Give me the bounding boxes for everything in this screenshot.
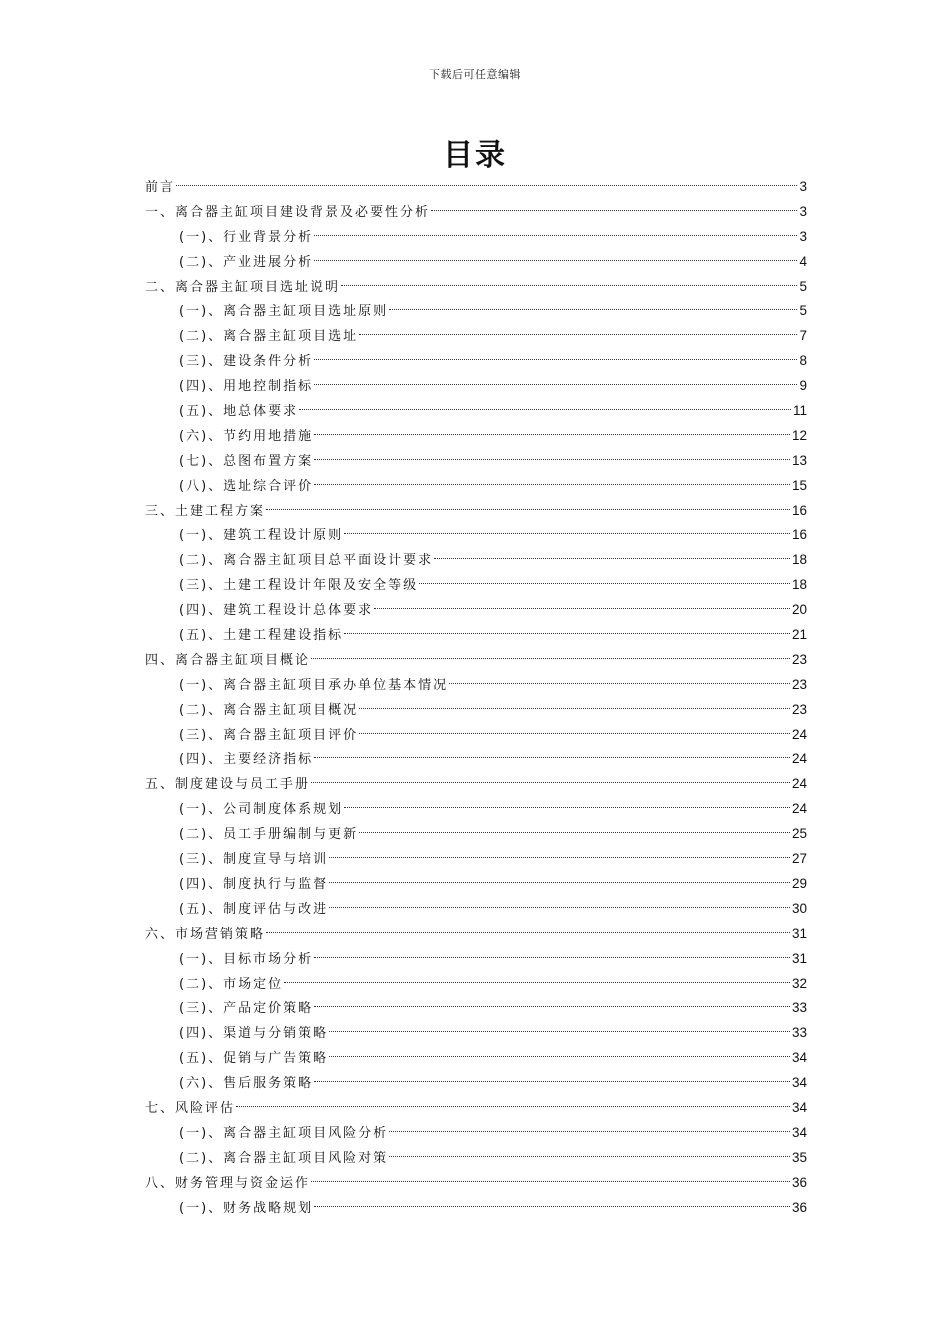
toc-entry-page: 5 [799, 278, 807, 294]
toc-entry[interactable] [145, 623, 807, 648]
toc-entry[interactable] [145, 275, 807, 300]
toc-entry[interactable] [145, 822, 807, 847]
toc-entry-page: 29 [791, 875, 807, 891]
toc-entry-page: 3 [799, 228, 807, 244]
toc-leader-dots [449, 683, 790, 684]
toc-entry[interactable] [145, 922, 807, 947]
toc-entry[interactable] [145, 573, 807, 598]
toc-entry-text: 二、离合器主缸项目选址说明 [145, 279, 341, 295]
toc-entry[interactable] [145, 499, 807, 524]
toc-entry[interactable] [145, 1021, 807, 1046]
toc-leader-dots [236, 1106, 790, 1107]
toc-leader-dots [299, 409, 791, 410]
toc-entry-text: (五)、土建工程建设指标 [179, 628, 344, 644]
toc-leader-dots [359, 832, 790, 833]
toc-leader-dots [359, 733, 790, 734]
toc-entry[interactable] [145, 872, 807, 897]
toc-entry-text: (一)、公司制度体系规划 [179, 802, 344, 818]
toc-leader-dots [314, 1006, 790, 1007]
toc-entry-page: 23 [791, 676, 807, 692]
toc-entry-text: (一)、离合器主缸项目承办单位基本情况 [179, 677, 449, 693]
toc-leader-dots [314, 235, 797, 236]
toc-entry-page: 5 [799, 303, 807, 319]
toc-leader-dots [314, 484, 790, 485]
toc-entry-page: 34 [791, 1050, 807, 1066]
toc-entry[interactable] [145, 972, 807, 997]
toc-entry-page: 35 [791, 1149, 807, 1165]
toc-entry[interactable] [145, 947, 807, 972]
toc-entry-text: (四)、渠道与分销策略 [179, 1026, 329, 1042]
toc-entry-page: 31 [791, 950, 807, 966]
toc-leader-dots [314, 757, 790, 758]
toc-entry-page: 24 [791, 776, 807, 792]
toc-leader-dots [314, 1081, 790, 1082]
toc-entry-text: 六、市场营销策略 [145, 926, 266, 942]
toc-entry-text: (七)、总图布置方案 [179, 453, 314, 469]
toc-entry-text: 八、财务管理与资金运作 [145, 1175, 311, 1191]
toc-entry[interactable] [145, 250, 807, 275]
toc-leader-dots [284, 982, 790, 983]
toc-entry-text: (五)、地总体要求 [179, 404, 299, 420]
toc-entry-page: 24 [791, 801, 807, 817]
toc-entry-text: (四)、建筑工程设计总体要求 [179, 603, 374, 619]
toc-entry[interactable] [145, 1196, 807, 1221]
toc-leader-dots [329, 1056, 790, 1057]
toc-entry-page: 32 [791, 975, 807, 991]
toc-entry-page: 18 [791, 577, 807, 593]
table-of-contents [145, 175, 807, 1220]
toc-leader-dots [329, 907, 790, 908]
toc-entry-text: (六)、节约用地措施 [179, 428, 314, 444]
toc-leader-dots [311, 658, 790, 659]
toc-entry[interactable] [145, 200, 807, 225]
toc-entry-text: (三)、离合器主缸项目评价 [179, 727, 359, 743]
toc-entry-text: (四)、用地控制指标 [179, 379, 314, 395]
toc-entry-page: 33 [791, 1000, 807, 1016]
toc-entry-text: (二)、离合器主缸项目风险对策 [179, 1150, 389, 1166]
toc-entry-page: 34 [791, 1075, 807, 1091]
toc-entry[interactable] [145, 324, 807, 349]
toc-entry-page: 8 [799, 353, 807, 369]
toc-entry-text: (二)、员工手册编制与更新 [179, 827, 359, 843]
toc-leader-dots [431, 210, 797, 211]
toc-entry-text: 一、离合器主缸项目建设背景及必要性分析 [145, 204, 431, 220]
toc-leader-dots [341, 285, 797, 286]
toc-leader-dots [419, 583, 790, 584]
toc-leader-dots [314, 1206, 790, 1207]
toc-leader-dots [311, 782, 790, 783]
toc-entry[interactable] [145, 772, 807, 797]
toc-entry[interactable] [145, 1071, 807, 1096]
toc-entry-text: (三)、建设条件分析 [179, 354, 314, 370]
toc-entry[interactable] [145, 847, 807, 872]
toc-entry-page: 33 [791, 1025, 807, 1041]
toc-leader-dots [344, 633, 790, 634]
toc-entry-page: 31 [791, 925, 807, 941]
toc-leader-dots [329, 857, 790, 858]
toc-entry[interactable] [145, 399, 807, 424]
toc-entry-text: 前言 [145, 180, 176, 195]
toc-entry[interactable] [145, 523, 807, 548]
toc-entry-page: 24 [791, 726, 807, 742]
toc-entry-page: 30 [791, 900, 807, 916]
toc-entry-text: 五、制度建设与员工手册 [145, 777, 311, 793]
toc-entry-page: 20 [791, 602, 807, 618]
toc-entry-text: (五)、制度评估与改进 [179, 901, 329, 917]
toc-entry[interactable] [145, 225, 807, 250]
toc-entry[interactable] [145, 723, 807, 748]
toc-leader-dots [329, 882, 790, 883]
toc-entry-page: 13 [791, 452, 807, 468]
toc-entry-text: 四、离合器主缸项目概论 [145, 652, 311, 668]
toc-leader-dots [176, 185, 797, 186]
toc-title: 目录 [443, 138, 507, 173]
toc-entry[interactable] [145, 996, 807, 1021]
toc-entry-page: 27 [791, 851, 807, 867]
toc-entry-page: 18 [791, 552, 807, 568]
toc-leader-dots [314, 459, 790, 460]
toc-leader-dots [389, 309, 797, 310]
toc-entry[interactable] [145, 299, 807, 324]
toc-leader-dots [314, 957, 790, 958]
toc-entry[interactable] [145, 449, 807, 474]
toc-entry-page: 34 [791, 1124, 807, 1140]
toc-entry-page: 25 [791, 826, 807, 842]
toc-entry-page: 15 [791, 477, 807, 493]
toc-entry-text: (一)、离合器主缸项目选址原则 [179, 304, 389, 320]
toc-entry-text: (二)、离合器主缸项目总平面设计要求 [179, 553, 434, 569]
toc-entry-text: (一)、离合器主缸项目风险分析 [179, 1125, 389, 1141]
toc-entry-page: 34 [791, 1099, 807, 1115]
toc-entry[interactable] [145, 797, 807, 822]
toc-entry-page: 9 [799, 378, 807, 394]
toc-entry-page: 16 [791, 527, 807, 543]
toc-leader-dots [314, 434, 790, 435]
toc-entry[interactable] [145, 598, 807, 623]
toc-leader-dots [314, 260, 797, 261]
toc-entry-text: (五)、促销与广告策略 [179, 1051, 329, 1067]
toc-entry[interactable] [145, 1121, 807, 1146]
toc-entry[interactable] [145, 648, 807, 673]
toc-entry-page: 23 [791, 651, 807, 667]
toc-entry-page: 36 [791, 1174, 807, 1190]
toc-leader-dots [266, 509, 790, 510]
toc-entry[interactable] [145, 474, 807, 499]
toc-entry[interactable] [145, 1171, 807, 1196]
toc-entry[interactable] [145, 1146, 807, 1171]
toc-leader-dots [389, 1131, 790, 1132]
toc-leader-dots [344, 533, 790, 534]
toc-entry-page: 24 [791, 751, 807, 767]
toc-entry-text: (一)、财务战略规划 [179, 1200, 314, 1216]
toc-entry-text: (二)、离合器主缸项目选址 [179, 329, 359, 345]
toc-entry-text: 七、风险评估 [145, 1100, 236, 1116]
toc-entry-text: (三)、土建工程设计年限及安全等级 [179, 578, 419, 594]
page-header: 下载后可任意编辑 [429, 68, 521, 81]
toc-entry-page: 3 [799, 203, 807, 219]
toc-entry[interactable] [145, 424, 807, 449]
toc-leader-dots [329, 1031, 790, 1032]
toc-entry-text: (四)、制度执行与监督 [179, 876, 329, 892]
toc-entry-text: 三、土建工程方案 [145, 503, 266, 519]
toc-leader-dots [434, 558, 790, 559]
toc-entry-text: (六)、售后服务策略 [179, 1076, 314, 1092]
toc-entry[interactable] [145, 175, 807, 200]
toc-entry[interactable] [145, 349, 807, 374]
toc-leader-dots [314, 359, 797, 360]
toc-entry[interactable] [145, 747, 807, 772]
toc-leader-dots [359, 334, 797, 335]
toc-entry-text: (一)、目标市场分析 [179, 951, 314, 967]
toc-entry-text: (二)、产业进展分析 [179, 254, 314, 270]
toc-entry[interactable] [145, 1096, 807, 1121]
toc-entry-text: (四)、主要经济指标 [179, 752, 314, 768]
toc-entry-text: (一)、行业背景分析 [179, 229, 314, 245]
toc-entry-text: (三)、制度宣导与培训 [179, 852, 329, 868]
toc-entry[interactable] [145, 548, 807, 573]
toc-leader-dots [266, 932, 790, 933]
toc-leader-dots [389, 1156, 790, 1157]
toc-entry-page: 23 [791, 701, 807, 717]
toc-entry-page: 3 [799, 179, 807, 194]
toc-entry[interactable] [145, 698, 807, 723]
toc-entry-page: 11 [792, 403, 807, 419]
toc-entry-page: 12 [791, 427, 807, 443]
toc-leader-dots [374, 608, 790, 609]
toc-leader-dots [314, 384, 797, 385]
toc-entry-page: 36 [791, 1199, 807, 1215]
toc-entry[interactable] [145, 897, 807, 922]
toc-leader-dots [359, 708, 790, 709]
toc-leader-dots [344, 807, 790, 808]
toc-entry-text: (二)、市场定位 [179, 976, 284, 992]
toc-entry-text: (二)、离合器主缸项目概况 [179, 702, 359, 718]
toc-entry[interactable] [145, 1046, 807, 1071]
toc-entry-page: 16 [791, 502, 807, 518]
toc-entry-page: 7 [799, 328, 807, 344]
toc-entry-page: 21 [791, 627, 807, 643]
toc-leader-dots [311, 1181, 790, 1182]
toc-entry[interactable] [145, 673, 807, 698]
toc-entry[interactable] [145, 374, 807, 399]
toc-entry-page: 4 [799, 253, 807, 269]
toc-entry-text: (一)、建筑工程设计原则 [179, 528, 344, 544]
toc-entry-text: (八)、选址综合评价 [179, 478, 314, 494]
toc-entry-text: (三)、产品定价策略 [179, 1001, 314, 1017]
